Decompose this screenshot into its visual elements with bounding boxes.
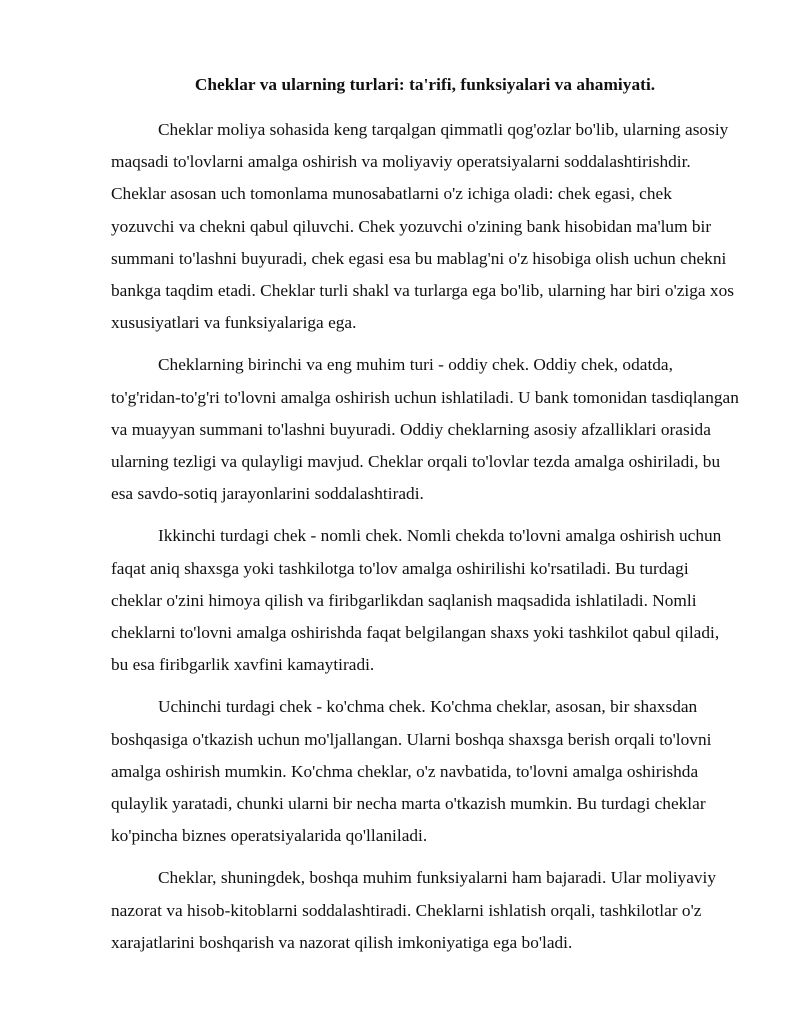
paragraph-named-check: Ikkinchi turdagi chek - nomli chek. Nomli chekda to'lovni amalga oshirish uchun faqat aniq shaxsga yoki tashkilotga to'lov amalga oshirilishi ko'rsatiladi. Bu turdagi cheklar o'zini himoya qilish va firibgarlikdan saqlanish maqsadida ishlatiladi. Nomli cheklarni to'lovni amalga oshirishda faqat belgilangan shaxs yoki tashkilot qabul qiladi, bu esa firibgarlik xavfini kamaytiradi. xyxy=(111,526,722,675)
paragraph-transferable-check: Uchinchi turdagi chek - ko'chma chek. Ko'chma cheklar, asosan, bir shaxsdan boshqasiga o'tkazish uchun mo'ljallangan. Ularni boshqa shaxsga berish orqali to'lovni amalga oshirish mumkin. Ko'chma cheklar, o'z navbatida, to'lovni amalga oshirishda qulaylik yaratadi, chunki ularni bir necha marta o'tkazish mumkin. Bu turdagi cheklar ko'pincha biznes operatsiyalarida qo'llaniladi. xyxy=(111,697,712,846)
paragraph-ordinary-check: Cheklarning birinchi va eng muhim turi - oddiy chek. Oddiy chek, odatda, to'g'ridan-to'g'ri to'lovni amalga oshirish uchun ishlatiladi. U bank tomonidan tasdiqlangan va muayyan summani to'lashni buyuradi. Oddiy cheklarning asosiy afzalliklari orasida ularning tezligi va qulayligi mavjud. Cheklar orqali to'lovlar tezda amalga oshiriladi, bu esa savdo-sotiq jarayonlarini soddalashtiradi. xyxy=(111,355,739,504)
paragraph-intro: Cheklar moliya sohasida keng tarqalgan qimmatli qog'ozlar bo'lib, ularning asosiy maqsadi to'lovlarni amalga oshirish va moliyaviy operatsiyalarni soddalashtirishdir. Cheklar asosan uch tomonlama munosabatlarni o'z ichiga oladi: chek egasi, chek yozuvchi va chekni qabul qiluvchi. Chek yozuvchi o'zining bank hisobidan ma'lum bir summani to'lashni buyuradi, chek egasi esa bu mablag'ni o'z hisobiga olish uchun chekni bankga taqdim etadi. Cheklar turli shakl va turlarga ega bo'lib, ularning har biri o'ziga xos xususiyatlari va funksiyalariga ega. xyxy=(111,120,734,333)
document-page xyxy=(111,74,739,969)
document-title: Cheklar va ularning turlari: ta'rifi, funksiyalari va ahamiyati. xyxy=(194,75,656,94)
paragraph-functions: Cheklar, shuningdek, boshqa muhim funksiyalarni ham bajaradi. Ular moliyaviy nazorat va hisob-kitoblarni soddalashtiradi. Cheklarni ishlatish orqali, tashkilotlar o'z xarajatlarini boshqarish va nazorat qilish imkoniyatiga ega bo'ladi. xyxy=(111,868,717,952)
